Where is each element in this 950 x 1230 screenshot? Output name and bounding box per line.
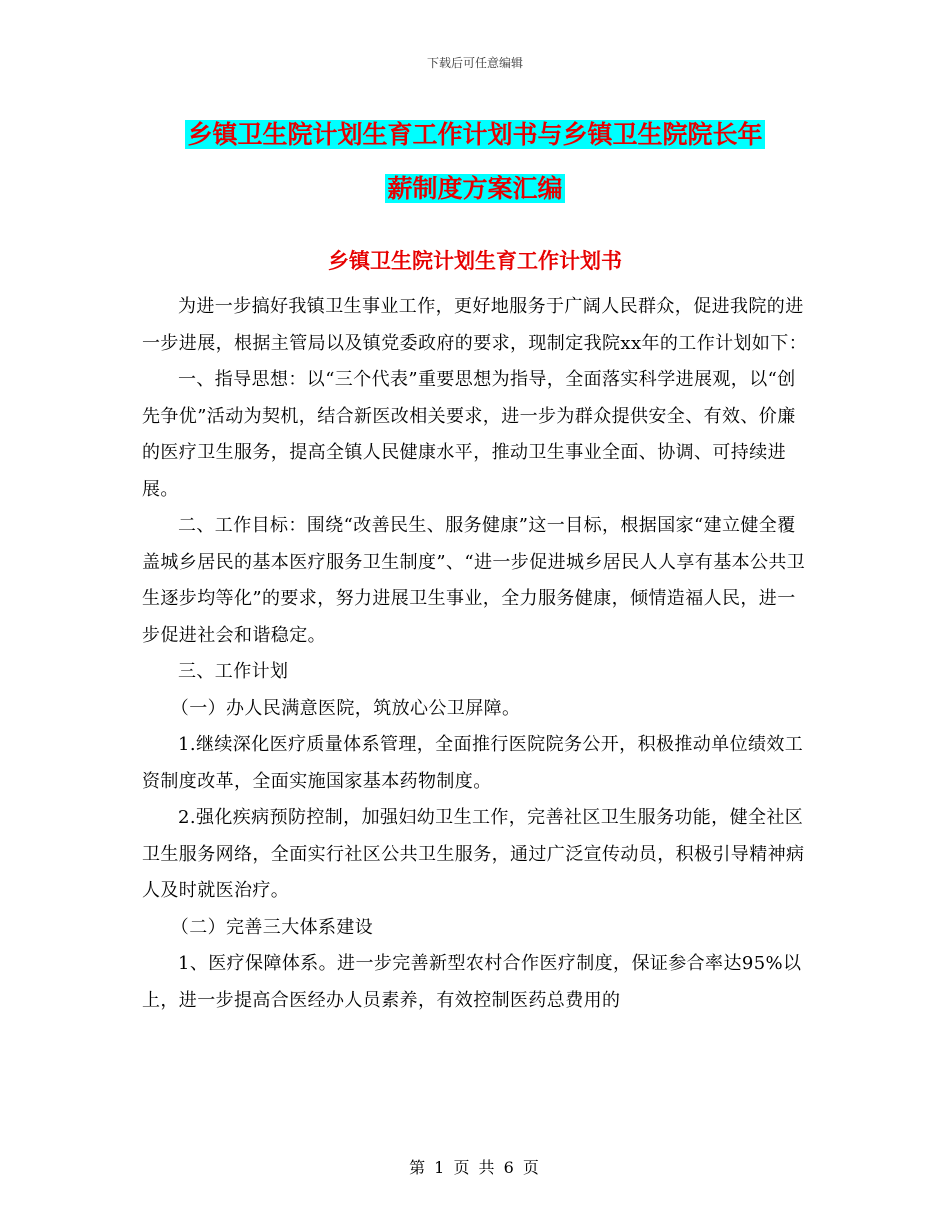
paragraph-item-1: 1.继续深化医疗质量体系管理，全面推行医院院务公开，积极推动单位绩效工资制度改革，全面实施国家基本药物制度。	[142, 734, 804, 792]
paragraph-work-plan-heading: 三、工作计划	[178, 661, 289, 682]
paragraph-intro: 为进一步搞好我镇卫生事业工作，更好地服务于广阔人民群众，促进我院的进一步进展，根据主管局以及镇党委政府的要求，现制定我院xx年的工作计划如下：	[142, 296, 808, 354]
document-title-line-2: 薪制度方案汇编	[387, 174, 563, 203]
paragraph-subheading-2: （二）完善三大体系建设	[170, 916, 374, 938]
paragraph-item-2: 2.强化疾病预防控制，加强妇幼卫生工作，完善社区卫生服务功能，健全社区卫生服务网络，全面实行社区公共卫生服务，通过广泛宣传动员，积极引导精神病人及时就医治疗。	[142, 807, 805, 901]
page-footer: 第 1 页 共 6 页	[409, 1158, 541, 1177]
paragraph-subheading-1: （一）办人民满意医院，筑放心公卫屏障。	[170, 697, 521, 719]
document-body	[142, 289, 810, 1019]
page-header-note: 下载后可任意编辑	[426, 56, 523, 70]
section-title: 乡镇卫生院计划生育工作计划书	[328, 248, 622, 273]
paragraph-guiding-ideology: 一、指导思想：以“三个代表”重要思想为指导，全面落实科学进展观，以“创先争优”活动为契机，结合新医改相关要求，进一步为群众提供安全、有效、价廉的医疗卫生服务，提高全镇人民健康水平，推动卫生事业全面、协调、可持续进展。	[142, 369, 796, 500]
paragraph-work-goals: 二、工作目标：围绕“改善民生、服务健康”这一目标，根据国家“建立健全覆盖城乡居民的基本医疗服务卫生制度”、“进一步促进城乡居民人人享有基本公共卫生逐步均等化”的要求，努力进展卫生事业，全力服务健康，倾情造福人民，进一步促进社会和谐稳定。	[142, 515, 806, 646]
paragraph-item-3: 1、医疗保障体系。进一步完善新型农村合作医疗制度，保证参合率达95%以上，进一步提高合医经办人员素养，有效控制医药总费用的	[142, 953, 802, 1011]
document-title	[140, 108, 810, 216]
document-title-line-1: 乡镇卫生院计划生育工作计划书与乡镇卫生院院长年	[187, 120, 763, 149]
